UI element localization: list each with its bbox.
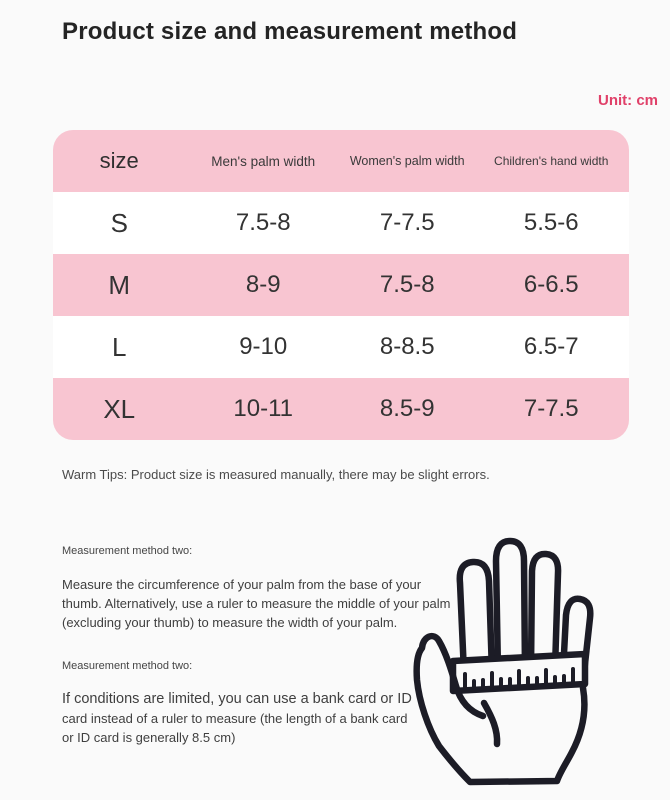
method-text-line: or ID card is generally 8.5 cm) bbox=[62, 730, 236, 745]
column-header-size: size bbox=[99, 148, 139, 173]
size-cell: L bbox=[112, 331, 127, 362]
unit-label: Unit: cm bbox=[598, 92, 658, 109]
palm-crease bbox=[484, 703, 497, 744]
size-cell: XL bbox=[103, 393, 136, 424]
value-cell: 8-8.5 bbox=[379, 333, 435, 360]
table-row-m bbox=[53, 254, 629, 316]
value-cell: 5.5-6 bbox=[523, 209, 579, 236]
size-cell: S bbox=[110, 207, 128, 238]
value-cell: 8-9 bbox=[245, 271, 281, 298]
value-cell: 7.5-8 bbox=[235, 209, 291, 236]
middle-finger bbox=[496, 541, 525, 671]
value-cell: 7.5-8 bbox=[379, 271, 435, 298]
column-header-womens-palm-width: Women's palm width bbox=[349, 154, 465, 168]
method-text-line: card instead of a ruler to measure (the length of a bank card bbox=[62, 711, 408, 726]
warm-tips-note: Warm Tips: Product size is measured manually, there may be slight errors. bbox=[62, 467, 490, 482]
value-cell: 8.5-9 bbox=[379, 395, 435, 422]
page-title: Product size and measurement method bbox=[62, 18, 518, 45]
ring-finger bbox=[531, 554, 558, 669]
table-row-s bbox=[53, 192, 629, 254]
column-header-mens-palm-width: Men's palm width bbox=[211, 153, 316, 169]
value-cell: 7-7.5 bbox=[523, 395, 579, 422]
size-table bbox=[53, 130, 629, 440]
measurement-method-block-2 bbox=[62, 660, 432, 747]
method-text-line: If conditions are limited, you can use a bank card or ID bbox=[62, 691, 412, 707]
size-table-header-row bbox=[53, 130, 629, 192]
method-text-line: Measure the circumference of your palm from the base of your bbox=[62, 577, 422, 592]
size-cell: M bbox=[108, 269, 131, 300]
method-body bbox=[62, 575, 451, 632]
method-label: Measurement method two: bbox=[62, 545, 193, 557]
value-cell: 9-10 bbox=[239, 333, 288, 360]
method-body bbox=[62, 690, 432, 747]
hand-ruler-illustration bbox=[413, 523, 665, 795]
value-cell: 7-7.5 bbox=[379, 209, 435, 236]
method-text-line: (excluding your thumb) to measure the width of your palm. bbox=[62, 615, 398, 630]
method-label: Measurement method two: bbox=[62, 660, 193, 672]
method-text-line: thumb. Alternatively, use a ruler to measure the middle of your palm bbox=[62, 596, 451, 611]
table-row-xl bbox=[53, 378, 629, 440]
column-header-childrens-hand-width: Children's hand width bbox=[494, 154, 609, 168]
value-cell: 6-6.5 bbox=[523, 271, 579, 298]
measurement-method-block-1 bbox=[62, 545, 451, 632]
value-cell: 10-11 bbox=[233, 395, 294, 422]
table-row-l bbox=[53, 316, 629, 378]
value-cell: 6.5-7 bbox=[523, 333, 579, 360]
